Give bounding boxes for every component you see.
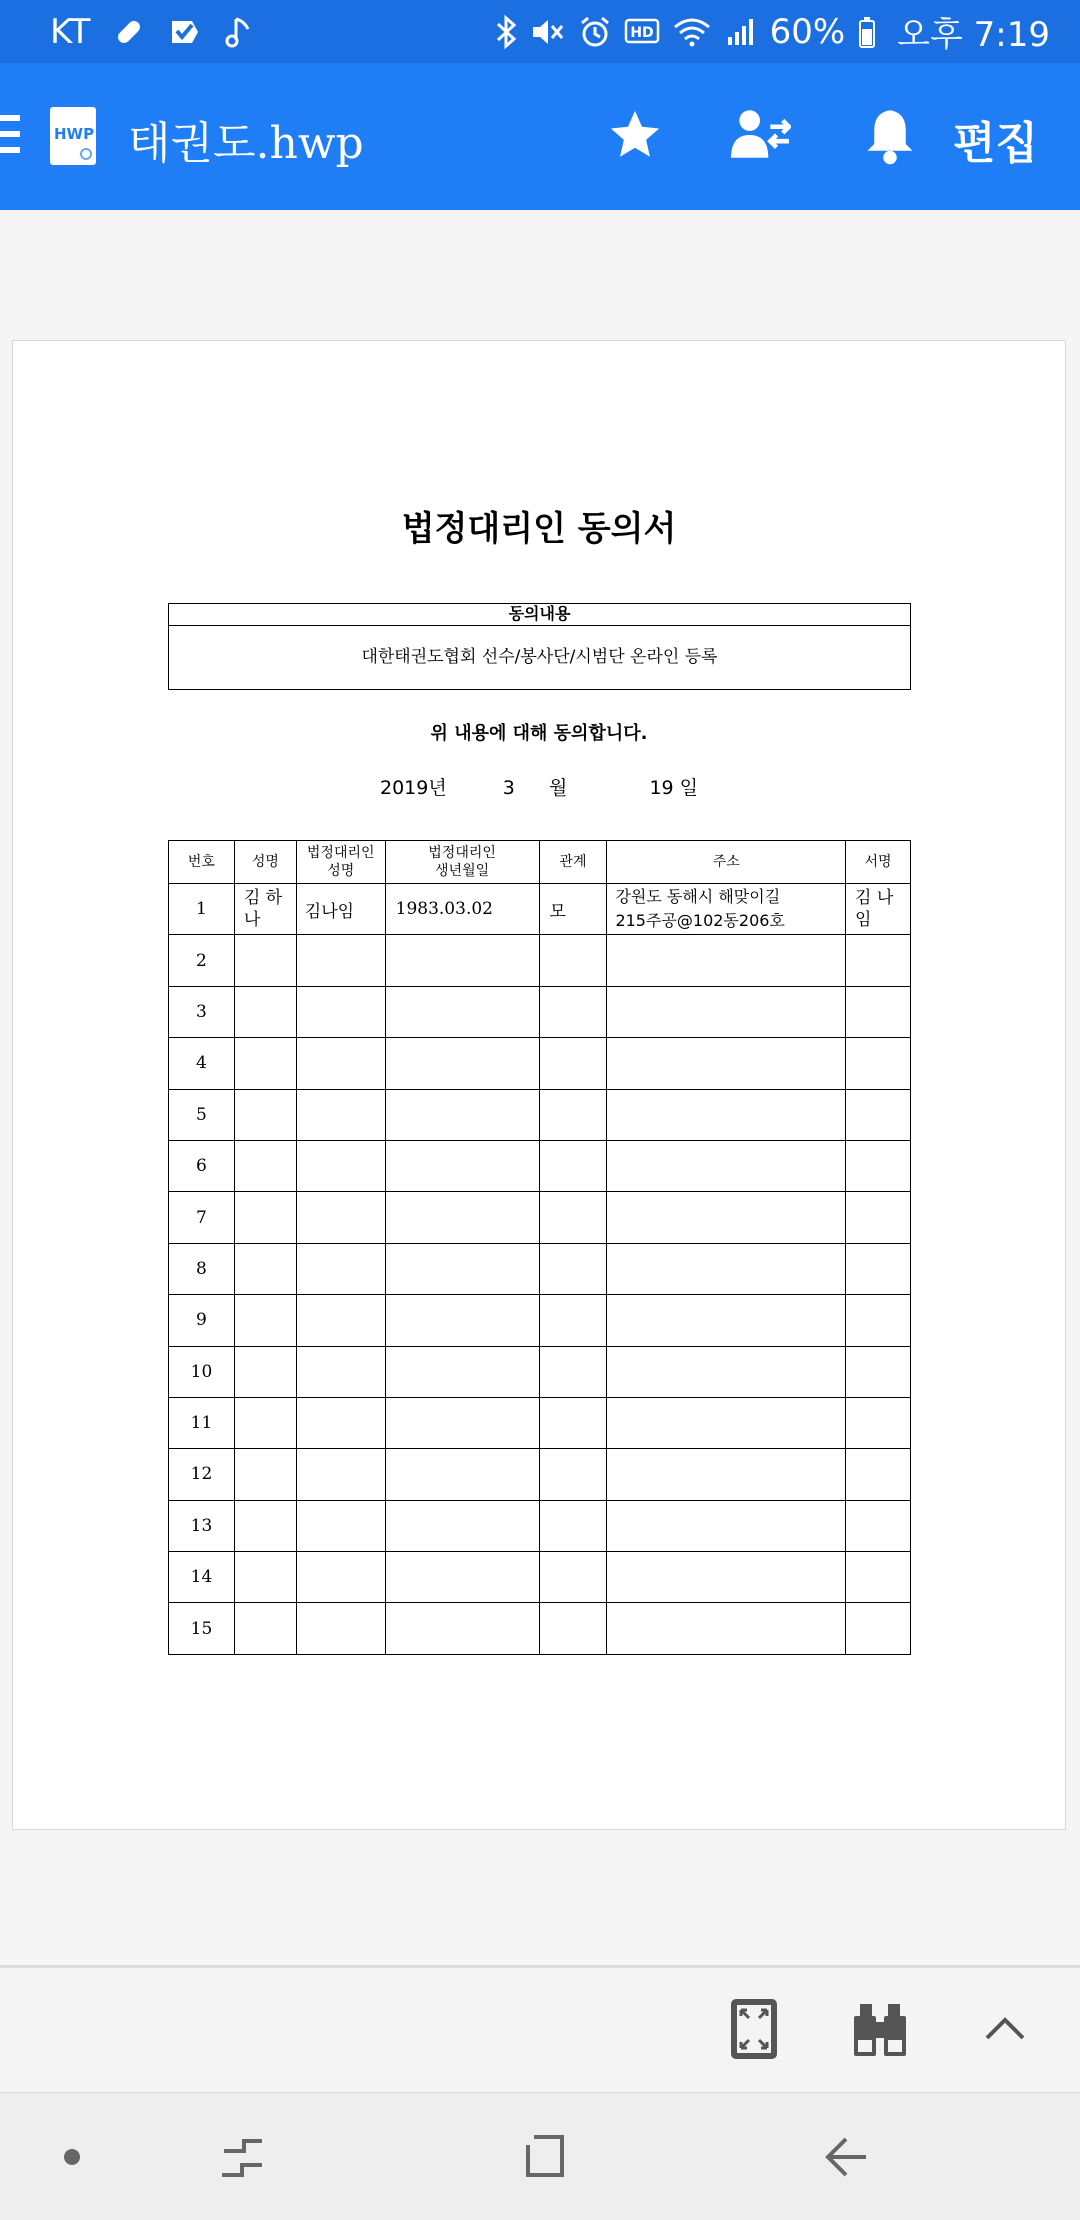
table-cell-col-name: [234, 935, 296, 986]
table-header-col-address: 주소: [607, 841, 846, 884]
app-bar: [0, 63, 1080, 210]
table-header-col-guardian-birth: 법정대리인 생년월일: [385, 841, 539, 884]
table-cell-col-guardian-name: [296, 1192, 385, 1243]
table-cell-col-number: 13: [169, 1500, 235, 1551]
table-cell-col-name: [234, 1552, 296, 1603]
table-cell-col-guardian-name: [296, 1603, 385, 1654]
table-cell-col-signature: [846, 1038, 911, 1089]
mute-icon: [530, 15, 566, 49]
find-button[interactable]: [852, 2000, 908, 2060]
fit-screen-button[interactable]: [728, 1996, 780, 2062]
table-row: [169, 1552, 911, 1603]
dot-icon: [64, 2149, 80, 2165]
table-row: [169, 1346, 911, 1397]
document-viewer[interactable]: [0, 210, 1080, 1965]
back-button[interactable]: [822, 2133, 872, 2183]
table-cell-col-name: [234, 1603, 296, 1654]
table-cell-col-number: 5: [169, 1089, 235, 1140]
table-cell-col-guardian-name: [296, 1500, 385, 1551]
table-cell-col-signature: [846, 1243, 911, 1294]
table-cell-col-guardian-name: [296, 935, 385, 986]
alarm-icon: [578, 15, 612, 49]
hwp-file-icon-label: HWP: [54, 125, 95, 143]
table-cell-col-guardian-name: [296, 1397, 385, 1448]
hwp-file-icon: [50, 107, 96, 165]
table-cell-col-address: [607, 986, 846, 1037]
table-cell-col-signature: [846, 1603, 911, 1654]
table-cell-col-signature: 김 나 임: [846, 884, 911, 935]
table-cell-col-relation: [539, 1243, 607, 1294]
table-cell-col-address: [607, 1140, 846, 1191]
table-cell-col-relation: [539, 1346, 607, 1397]
table-cell-col-number: 3: [169, 986, 235, 1037]
share-user-icon: [729, 106, 791, 164]
clock: 오후 7:19: [897, 15, 1050, 55]
table-cell-col-relation: [539, 1192, 607, 1243]
bottom-toolbar: [0, 1965, 1080, 2092]
table-cell-col-guardian-name: [296, 1552, 385, 1603]
table-cell-col-signature: [846, 1449, 911, 1500]
expand-toolbar-button[interactable]: [982, 2008, 1028, 2048]
table-cell-col-guardian-birth: 1983.03.02: [385, 884, 539, 935]
star-icon: [606, 106, 664, 164]
guardian-table: [168, 840, 911, 1655]
edit-button[interactable]: 편집: [952, 118, 1038, 169]
table-row: [169, 1449, 911, 1500]
table-cell-col-address: [607, 1243, 846, 1294]
svg-text:HD: HD: [629, 24, 654, 41]
recent-apps-icon: [218, 2133, 268, 2183]
table-cell-col-name: [234, 1140, 296, 1191]
back-icon: [822, 2133, 872, 2183]
wifi-icon: [672, 15, 712, 49]
table-row: [169, 1140, 911, 1191]
table-row: [169, 1397, 911, 1448]
table-cell-col-guardian-birth: [385, 1243, 539, 1294]
table-row: [169, 1038, 911, 1089]
table-cell-col-address: [607, 1346, 846, 1397]
table-cell-col-guardian-name: 김나임: [296, 884, 385, 935]
table-row: [169, 935, 911, 986]
table-cell-col-number: 10: [169, 1346, 235, 1397]
table-cell-col-guardian-birth: [385, 1192, 539, 1243]
table-cell-col-address: [607, 935, 846, 986]
share-button[interactable]: [728, 103, 792, 167]
table-cell-col-address: [607, 1500, 846, 1551]
table-row: [169, 1603, 911, 1654]
table-row: [169, 884, 911, 935]
table-cell-col-number: 8: [169, 1243, 235, 1294]
date-day: 19 일: [649, 777, 699, 799]
signal-icon: [724, 15, 758, 49]
table-cell-col-guardian-name: [296, 1295, 385, 1346]
table-cell-col-signature: [846, 1140, 911, 1191]
table-cell-col-address: [607, 1397, 846, 1448]
table-header-col-relation: 관계: [539, 841, 607, 884]
table-cell-col-relation: [539, 1295, 607, 1346]
table-cell-col-number: 11: [169, 1397, 235, 1448]
table-cell-col-name: [234, 1295, 296, 1346]
table-row: [169, 1089, 911, 1140]
table-cell-col-name: [234, 1397, 296, 1448]
table-cell-col-relation: [539, 1603, 607, 1654]
table-header-row: [169, 841, 911, 884]
table-header-col-number: 번호: [169, 841, 235, 884]
table-cell-col-name: [234, 1243, 296, 1294]
table-header-col-signature: 서명: [846, 841, 911, 884]
check-icon: [168, 15, 202, 49]
table-cell-col-signature: [846, 986, 911, 1037]
consent-box: [168, 603, 911, 690]
home-icon: [520, 2131, 570, 2181]
table-row: [169, 1192, 911, 1243]
table-row: [169, 986, 911, 1037]
recent-apps-button[interactable]: [218, 2133, 268, 2183]
table-cell-col-number: 2: [169, 935, 235, 986]
document-title: 태권도.hwp: [128, 118, 364, 169]
table-cell-col-relation: [539, 1397, 607, 1448]
table-cell-col-guardian-birth: [385, 1449, 539, 1500]
fit-screen-icon: [728, 1996, 780, 2062]
table-cell-col-address: [607, 1603, 846, 1654]
agree-statement: 위 내용에 대해 동의합니다.: [430, 723, 648, 744]
table-cell-col-name: [234, 986, 296, 1037]
hd-icon: [624, 15, 660, 49]
table-cell-col-guardian-birth: [385, 1397, 539, 1448]
consent-header: 동의내용: [169, 604, 910, 626]
carrier-label: KT: [50, 11, 91, 52]
table-cell-col-number: 9: [169, 1295, 235, 1346]
table-cell-col-guardian-birth: [385, 986, 539, 1037]
table-cell-col-address: [607, 1552, 846, 1603]
pill-icon: [112, 15, 146, 49]
table-cell-col-guardian-name: [296, 986, 385, 1037]
table-cell-col-relation: [539, 986, 607, 1037]
navigation-bar: [0, 2092, 1080, 2220]
table-cell-col-guardian-birth: [385, 1089, 539, 1140]
table-cell-col-name: [234, 1089, 296, 1140]
table-cell-col-relation: [539, 1089, 607, 1140]
status-bar: [0, 0, 1080, 63]
table-cell-col-address: [607, 1038, 846, 1089]
table-cell-col-relation: [539, 1140, 607, 1191]
battery-percent: 60%: [769, 11, 846, 52]
table-cell-col-name: [234, 1038, 296, 1089]
table-cell-col-name: [234, 1192, 296, 1243]
table-cell-col-guardian-birth: [385, 1500, 539, 1551]
document-page: [12, 340, 1066, 1830]
table-cell-col-name: 김 하 나: [234, 884, 296, 935]
table-cell-col-relation: [539, 1449, 607, 1500]
table-cell-col-guardian-birth: [385, 935, 539, 986]
table-cell-col-address: [607, 1295, 846, 1346]
home-button[interactable]: [520, 2131, 570, 2181]
menu-icon[interactable]: [0, 115, 20, 155]
table-row: [169, 1243, 911, 1294]
bell-icon: [863, 105, 917, 165]
table-row: [169, 1500, 911, 1551]
table-cell-col-number: 14: [169, 1552, 235, 1603]
date-month-label: 월: [548, 777, 568, 799]
table-header-col-guardian-name: 법정대리인 성명: [296, 841, 385, 884]
date-month: 3: [502, 777, 515, 799]
table-cell-col-guardian-name: [296, 1140, 385, 1191]
table-cell-col-guardian-birth: [385, 1346, 539, 1397]
battery-icon: [857, 15, 877, 49]
table-cell-col-number: 1: [169, 884, 235, 935]
table-cell-col-signature: [846, 1295, 911, 1346]
table-cell-col-guardian-birth: [385, 1038, 539, 1089]
status-right: [494, 7, 1050, 56]
table-cell-col-number: 12: [169, 1449, 235, 1500]
table-cell-col-name: [234, 1449, 296, 1500]
table-cell-col-guardian-birth: [385, 1140, 539, 1191]
chevron-up-icon: [982, 2008, 1028, 2048]
binoculars-icon: [852, 2000, 908, 2060]
bluetooth-icon: [494, 15, 518, 49]
consent-body: 대한태권도협회 선수/봉사단/시범단 온라인 등록: [361, 647, 718, 667]
table-cell-col-guardian-birth: [385, 1603, 539, 1654]
signing-date: [13, 773, 1065, 800]
table-cell-col-guardian-birth: [385, 1295, 539, 1346]
music-note-icon: [224, 15, 254, 49]
table-cell-col-guardian-name: [296, 1243, 385, 1294]
document-heading: 법정대리인 동의서: [401, 509, 677, 549]
table-header-col-name: 성명: [234, 841, 296, 884]
table-cell-col-guardian-name: [296, 1038, 385, 1089]
notification-button[interactable]: [858, 103, 922, 167]
status-left: [50, 12, 254, 52]
table-cell-col-signature: [846, 1397, 911, 1448]
table-cell-col-signature: [846, 1500, 911, 1551]
table-cell-col-address: [607, 1192, 846, 1243]
table-cell-col-address: [607, 1449, 846, 1500]
table-body: [169, 884, 911, 1655]
table-cell-col-signature: [846, 935, 911, 986]
table-cell-col-signature: [846, 1089, 911, 1140]
table-cell-col-signature: [846, 1346, 911, 1397]
table-cell-col-number: 15: [169, 1603, 235, 1654]
date-year: 2019년: [379, 777, 447, 799]
table-cell-col-name: [234, 1346, 296, 1397]
favorite-button[interactable]: [603, 103, 667, 167]
table-cell-col-number: 4: [169, 1038, 235, 1089]
table-cell-col-number: 7: [169, 1192, 235, 1243]
table-row: [169, 1295, 911, 1346]
table-cell-col-relation: [539, 1038, 607, 1089]
table-cell-col-relation: [539, 935, 607, 986]
table-cell-col-guardian-birth: [385, 1552, 539, 1603]
table-cell-col-address: 강원도 동해시 해맞이길 215주공@102동206호: [607, 884, 846, 935]
table-cell-col-guardian-name: [296, 1089, 385, 1140]
table-cell-col-name: [234, 1500, 296, 1551]
table-cell-col-address: [607, 1089, 846, 1140]
table-cell-col-signature: [846, 1552, 911, 1603]
table-cell-col-guardian-name: [296, 1346, 385, 1397]
table-cell-col-relation: [539, 1552, 607, 1603]
table-cell-col-number: 6: [169, 1140, 235, 1191]
table-cell-col-relation: [539, 1500, 607, 1551]
table-cell-col-relation: 모: [539, 884, 607, 935]
table-cell-col-signature: [846, 1192, 911, 1243]
table-cell-col-guardian-name: [296, 1449, 385, 1500]
